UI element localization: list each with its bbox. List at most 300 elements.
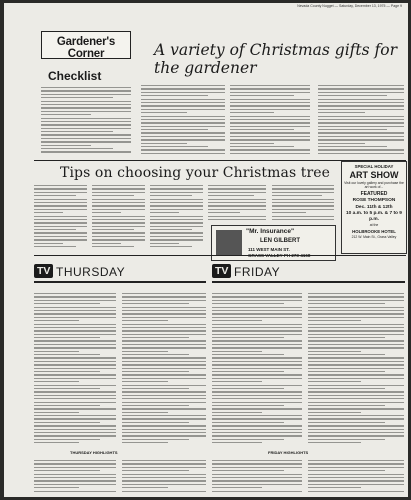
text-line <box>34 330 116 331</box>
text-line <box>34 484 116 485</box>
text-line <box>308 491 404 492</box>
thursday-highlights-heading: THURSDAY HIGHLIGHTS <box>70 450 118 455</box>
text-line <box>272 185 334 186</box>
art-show-featured-label: FEATURED <box>360 191 388 197</box>
text-line <box>318 92 404 93</box>
text-line <box>34 243 63 244</box>
text-line <box>308 344 404 345</box>
art-show-ad <box>341 161 407 254</box>
text-line <box>208 195 254 196</box>
text-line <box>41 94 131 95</box>
text-line <box>141 146 208 147</box>
text-line <box>308 398 404 399</box>
text-line <box>308 381 361 382</box>
text-line <box>92 195 134 196</box>
checklist-heading: Checklist <box>48 69 102 83</box>
text-line <box>122 429 206 430</box>
text-line <box>34 412 79 413</box>
text-line <box>122 368 206 369</box>
insurance-ad-quote: "Mr. Insurance" <box>246 228 295 235</box>
text-line <box>34 185 87 186</box>
text-line <box>41 124 131 125</box>
text-line <box>212 422 284 423</box>
text-line <box>141 136 225 137</box>
text-line <box>122 347 206 348</box>
text-line <box>92 216 145 217</box>
text-line <box>272 212 306 213</box>
text-line <box>34 408 116 409</box>
text-line <box>308 412 361 413</box>
text-line <box>41 128 131 129</box>
text-line <box>208 188 266 189</box>
tips-column-text-4 <box>208 185 266 223</box>
thursday-listings-column-1 <box>34 293 116 446</box>
text-line <box>308 425 404 426</box>
text-line <box>122 385 206 386</box>
text-line <box>122 402 206 403</box>
text-line <box>212 480 302 481</box>
text-line <box>41 118 131 119</box>
text-line <box>212 460 302 461</box>
text-line <box>34 474 116 475</box>
text-line <box>34 205 87 206</box>
tv-friday-day: FRIDAY <box>234 265 281 279</box>
text-line <box>122 422 189 423</box>
art-show-times: 10 a.m. to 5 p.m. & 7 to 9 p.m. <box>346 211 402 222</box>
text-line <box>122 303 189 304</box>
text-line <box>34 415 116 416</box>
text-line <box>308 422 385 423</box>
newspaper-page <box>4 3 408 497</box>
text-line <box>141 95 208 96</box>
text-line <box>92 199 145 200</box>
text-line <box>41 111 131 112</box>
text-line <box>34 391 116 392</box>
text-line <box>308 484 404 485</box>
text-line <box>308 388 385 389</box>
feature-column-text-2 <box>230 85 310 158</box>
text-line <box>230 126 310 127</box>
text-line <box>34 405 100 406</box>
text-line <box>230 112 274 113</box>
text-line <box>230 136 310 137</box>
text-line <box>122 340 206 341</box>
text-line <box>34 388 100 389</box>
page-folio: Nevada County Nugget — Saturday, December 13, 1975 — Page 9 <box>297 4 402 8</box>
text-line <box>150 209 203 210</box>
text-line <box>92 229 134 230</box>
text-line <box>122 357 206 358</box>
text-line <box>122 405 189 406</box>
art-show-venue: HOLBROOKE HOTEL <box>352 229 396 234</box>
text-line <box>230 95 294 96</box>
text-line <box>141 105 225 106</box>
text-line <box>92 246 134 247</box>
text-line <box>272 195 322 196</box>
text-line <box>212 293 302 294</box>
text-line <box>272 199 334 200</box>
art-show-special: SPECIAL HOLIDAY <box>354 164 394 169</box>
text-line <box>212 385 302 386</box>
text-line <box>308 442 361 443</box>
text-line <box>208 205 266 206</box>
tips-column-text-1 <box>34 185 87 252</box>
art-show-address: 212 W. Main St., Grass Valley <box>351 235 397 239</box>
text-line <box>212 317 302 318</box>
text-line <box>92 243 121 244</box>
text-line <box>308 371 385 372</box>
text-line <box>122 474 206 475</box>
friday-highlights-text-1 <box>212 460 302 494</box>
text-line <box>150 246 192 247</box>
text-line <box>318 99 404 100</box>
text-line <box>308 361 404 362</box>
text-line <box>92 222 145 223</box>
text-line <box>308 303 385 304</box>
text-line <box>141 112 187 113</box>
text-line <box>34 202 87 203</box>
text-line <box>34 351 79 352</box>
text-line <box>34 385 116 386</box>
text-line <box>122 300 206 301</box>
tips-column-text-5 <box>272 185 334 223</box>
text-line <box>212 371 284 372</box>
text-line <box>150 185 203 186</box>
text-line <box>308 480 404 481</box>
text-line <box>150 199 203 200</box>
insurance-ad-address: 111 WEST MAIN ST. <box>248 247 290 252</box>
text-line <box>34 340 116 341</box>
text-line <box>141 129 208 130</box>
text-line <box>122 307 206 308</box>
text-line <box>230 122 310 123</box>
text-line <box>122 412 168 413</box>
text-line <box>212 402 302 403</box>
text-line <box>308 439 385 440</box>
text-line <box>150 212 179 213</box>
text-line <box>150 205 203 206</box>
text-line <box>212 310 302 311</box>
text-line <box>92 202 145 203</box>
text-line <box>122 381 168 382</box>
text-line <box>212 425 302 426</box>
text-line <box>41 114 91 115</box>
text-line <box>308 320 361 321</box>
text-line <box>318 102 404 103</box>
text-line <box>122 484 206 485</box>
text-line <box>122 415 206 416</box>
tv-thursday-day: THURSDAY <box>56 265 126 279</box>
text-line <box>141 143 187 144</box>
text-line <box>34 209 87 210</box>
text-line <box>41 104 131 105</box>
text-line <box>308 337 385 338</box>
text-line <box>34 429 116 430</box>
text-line <box>41 121 131 122</box>
text-line <box>308 340 404 341</box>
text-line <box>34 239 87 240</box>
text-line <box>212 418 302 419</box>
text-line <box>41 90 131 91</box>
text-line <box>34 425 116 426</box>
text-line <box>41 148 113 149</box>
text-line <box>150 219 203 220</box>
text-line <box>41 141 131 142</box>
tv-friday-rule <box>212 281 405 283</box>
text-line <box>318 136 404 137</box>
text-line <box>212 405 284 406</box>
text-line <box>34 195 76 196</box>
text-line <box>150 188 203 189</box>
text-line <box>308 324 404 325</box>
text-line <box>34 470 100 471</box>
text-line <box>122 439 189 440</box>
text-line <box>92 212 121 213</box>
text-line <box>308 327 404 328</box>
text-line <box>212 378 302 379</box>
text-line <box>308 310 404 311</box>
text-line <box>141 102 225 103</box>
text-line <box>34 313 116 314</box>
text-line <box>212 347 302 348</box>
thursday-highlights-text-2 <box>122 460 206 494</box>
text-line <box>122 398 206 399</box>
text-line <box>34 303 100 304</box>
text-line <box>122 344 206 345</box>
text-line <box>318 109 404 110</box>
text-line <box>34 300 116 301</box>
text-line <box>318 149 404 150</box>
text-line <box>34 435 116 436</box>
text-line <box>230 109 310 110</box>
text-line <box>308 357 404 358</box>
text-line <box>308 463 404 464</box>
text-line <box>308 364 404 365</box>
text-line <box>150 222 203 223</box>
text-line <box>318 95 387 96</box>
text-line <box>122 310 206 311</box>
text-line <box>122 378 206 379</box>
text-line <box>212 327 302 328</box>
text-line <box>141 139 225 140</box>
text-line <box>34 439 100 440</box>
text-line <box>212 357 302 358</box>
text-line <box>122 391 206 392</box>
text-line <box>308 351 361 352</box>
text-line <box>34 381 79 382</box>
text-line <box>272 216 334 217</box>
text-line <box>230 105 310 106</box>
text-line <box>318 105 404 106</box>
friday-listings-column-2 <box>308 293 404 446</box>
text-line <box>212 307 302 308</box>
text-line <box>34 327 116 328</box>
text-line <box>34 310 116 311</box>
text-line <box>141 122 225 123</box>
text-line <box>41 151 131 152</box>
text-line <box>34 246 76 247</box>
text-line <box>212 388 284 389</box>
text-line <box>92 226 145 227</box>
text-line <box>122 477 206 478</box>
text-line <box>212 474 302 475</box>
text-line <box>122 408 206 409</box>
text-line <box>212 442 262 443</box>
text-line <box>92 239 145 240</box>
text-line <box>308 391 404 392</box>
text-line <box>34 219 87 220</box>
text-line <box>212 470 284 471</box>
text-line <box>308 317 404 318</box>
text-line <box>141 126 225 127</box>
text-line <box>122 463 206 464</box>
friday-listings-column-1 <box>212 293 302 446</box>
text-line <box>34 432 116 433</box>
text-line <box>212 467 302 468</box>
gardeners-corner-title: Gardener's Corner <box>56 36 116 60</box>
text-line <box>150 192 203 193</box>
text-line <box>212 351 262 352</box>
text-line <box>308 405 385 406</box>
text-line <box>212 477 302 478</box>
text-line <box>122 354 189 355</box>
text-line <box>308 460 404 461</box>
text-line <box>230 146 294 147</box>
text-line <box>308 429 404 430</box>
text-line <box>34 368 116 369</box>
text-line <box>230 149 310 150</box>
text-line <box>150 195 192 196</box>
text-line <box>308 418 404 419</box>
text-line <box>272 192 334 193</box>
text-line <box>212 439 284 440</box>
text-line <box>212 334 302 335</box>
text-line <box>34 216 87 217</box>
text-line <box>34 418 116 419</box>
text-line <box>34 317 116 318</box>
text-line <box>41 97 113 98</box>
text-line <box>122 361 206 362</box>
text-line <box>34 307 116 308</box>
text-line <box>308 474 404 475</box>
text-line <box>150 239 203 240</box>
text-line <box>34 442 79 443</box>
text-line <box>34 199 87 200</box>
tv-divider <box>34 255 406 256</box>
text-line <box>230 99 310 100</box>
text-line <box>122 327 206 328</box>
text-line <box>150 243 179 244</box>
text-line <box>212 330 302 331</box>
text-line <box>308 307 404 308</box>
text-line <box>230 129 294 130</box>
text-line <box>318 139 404 140</box>
text-line <box>34 480 116 481</box>
text-line <box>41 87 131 88</box>
text-line <box>212 296 302 297</box>
text-line <box>318 153 404 154</box>
text-line <box>150 202 203 203</box>
text-line <box>212 361 302 362</box>
text-line <box>230 119 310 120</box>
text-line <box>141 153 225 154</box>
text-line <box>212 324 302 325</box>
text-line <box>212 484 302 485</box>
text-line <box>34 357 116 358</box>
text-line <box>34 222 87 223</box>
text-line <box>308 330 404 331</box>
text-line <box>34 460 116 461</box>
text-line <box>122 313 206 314</box>
text-line <box>34 296 116 297</box>
text-line <box>34 293 116 294</box>
text-line <box>41 107 131 108</box>
text-line <box>34 188 87 189</box>
text-line <box>141 99 225 100</box>
text-line <box>122 371 189 372</box>
text-line <box>92 205 145 206</box>
text-line <box>308 347 404 348</box>
art-show-title: ART SHOW <box>349 170 399 180</box>
text-line <box>208 216 266 217</box>
text-line <box>34 192 87 193</box>
text-line <box>308 487 361 488</box>
text-line <box>34 364 116 365</box>
feature-column-text-1 <box>141 85 225 158</box>
text-line <box>308 467 404 468</box>
text-line <box>308 435 404 436</box>
text-line <box>41 101 131 102</box>
text-line <box>122 491 206 492</box>
text-line <box>150 226 203 227</box>
text-line <box>272 209 334 210</box>
text-line <box>34 320 79 321</box>
text-line <box>92 185 145 186</box>
text-line <box>308 374 404 375</box>
text-line <box>212 320 262 321</box>
text-line <box>272 205 334 206</box>
photo-placeholder-icon <box>216 230 242 256</box>
text-line <box>34 477 116 478</box>
tips-headline: Tips on choosing your Christmas tree <box>60 165 331 181</box>
text-line <box>34 344 116 345</box>
text-line <box>308 470 385 471</box>
text-line <box>208 202 266 203</box>
text-line <box>34 212 63 213</box>
text-line <box>212 395 302 396</box>
text-line <box>34 395 116 396</box>
text-line <box>318 88 404 89</box>
text-line <box>318 129 387 130</box>
text-line <box>318 146 387 147</box>
text-line <box>230 116 310 117</box>
text-line <box>308 293 404 294</box>
text-line <box>212 313 302 314</box>
text-line <box>122 320 168 321</box>
text-line <box>150 236 203 237</box>
text-line <box>41 145 91 146</box>
text-line <box>41 131 113 132</box>
checklist-column-text <box>41 87 131 158</box>
text-line <box>122 388 189 389</box>
text-line <box>141 149 225 150</box>
text-line <box>122 351 168 352</box>
text-line <box>34 398 116 399</box>
text-line <box>122 470 189 471</box>
tips-column-text-2 <box>92 185 145 252</box>
text-line <box>230 143 274 144</box>
text-line <box>34 334 116 335</box>
